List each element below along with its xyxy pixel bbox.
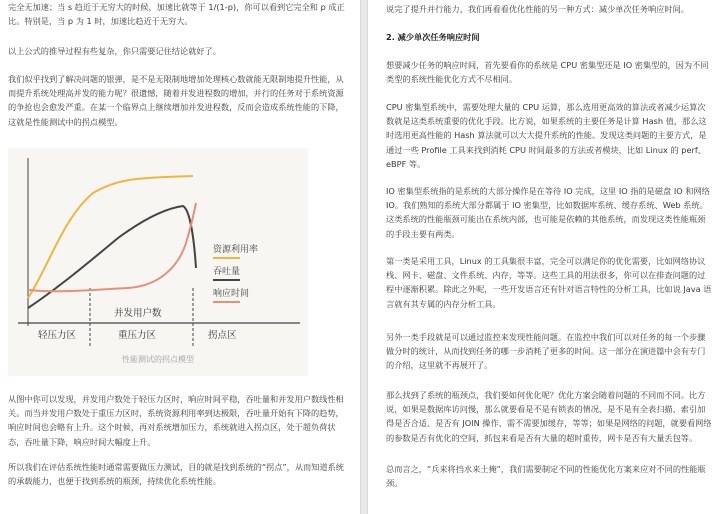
zone-label-inflection: 拐点区	[208, 330, 237, 341]
paragraph: 我们似乎找到了解决问题的银弹，是不是无限制地增加处理核心数就能无限制地提升性能，从而提升系统处理高并发的能力呢？很遗憾，随着并发进程数的增加，并行的任务对于系统资源的争抢也会愈发严重。在某一个临界点上继续增加并发进程数，反而会造成系统性能的下降，这就是性能测试中的拐点模型。	[8, 74, 344, 127]
right-column	[368, 0, 720, 514]
paragraph: 想要减少任务的响应时间，首先要看你的系统是 CPU 密集型还是 IO 密集型的，因为不同类型的系统性能优化方式不尽相同。	[386, 60, 709, 85]
paragraph: 那么找到了系统的瓶颈点，我们要如何优化呢？优化方案会随着问题的不同而不同。比方说，如果是数据库访问慢，那么就要看是不是有锁表的情况、是不是有全表扫描、索引加得是否合适、是否有 JOIN 操作、需不需要加缓存，等等；如果是网络的问题，就要看网络的参数是否有优化的空间，抓包来看是否有大量的超时重传，网卡是否有大量丢包等。	[386, 390, 712, 443]
throughput-line	[28, 206, 196, 308]
paragraph: 完全无加速；当 s 趋近于无穷大的时候，加速比就等于 1/(1-p)，你可以看到它完全和 p 成正比。特别是，当 p 为 1 时，加速比趋近于无穷大。	[8, 2, 345, 27]
legend-label: 响应时间	[213, 289, 250, 299]
zone-label-heavy: 重压力区	[118, 330, 157, 341]
paragraph: CPU 密集型系统中，需要处理大量的 CPU 运算，那么选用更高效的算法或者减少运算次数就是这类系统重要的优化手段。比方说，如果系统的主要任务是计算 Hash 值，那么这时选用更高性能的 Hash 算法就可以大大提升系统的性能。发现这类问题的主要方式，是通过一些 Profile 工具来找到消耗 CPU 时间最多的方法或者模块，比如 Linux 的 perf、eBPF 等。	[386, 102, 707, 169]
column-divider	[360, 0, 368, 514]
paragraph: IO 密集型系统指的是系统的大部分操作是在等待 IO 完成，这里 IO 指的是磁盘 IO 和网络 IO。我们熟知的系统大部分都属于 IO 密集型，比如数据库系统、缓存系统、Web 系统。这类系统的性能瓶颈可能出在系统内部，也可能是依赖的其他系统，而发现这类性能瓶颈的手段主要有两类。	[386, 186, 710, 239]
legend-label: 资源利用率	[213, 245, 259, 255]
chart-legend	[213, 243, 258, 302]
paragraph: 说完了提升并行能力，我们再看看优化性能的另一种方式：减少单次任务响应时间。	[386, 4, 689, 14]
zone-label-light: 轻压力区	[38, 330, 77, 341]
paragraph: 从图中你可以发现，并发用户数处于轻压力区时，响应时间平稳，吞吐量和并发用户数线性相关。而当并发用户数处于重压力区时，系统资源利用率到达极限，吞吐量开始有下降的趋势，响应时间也会略有上升。这个时候，再对系统增加压力，系统就进入拐点区，处于超负荷状态，吞吐量下降，响应时间大幅度上升。	[8, 394, 344, 447]
inflection-point-figure	[8, 148, 308, 376]
paragraph: 所以我们在评估系统性能时通常需要做压力测试，目的就是找到系统的“拐点”，从而知道系统的承载能力，也便于找到系统的瓶颈，持续优化系统性能。	[8, 462, 344, 487]
response-time-line	[28, 203, 196, 291]
paragraph: 另外一类手段就是可以通过监控来发现性能问题。在监控中我们可以对任务的每一个步骤做分时的统计，从而找到任务的哪一步消耗了更多的时间。这一部分在演进篇中会有专门的介绍，这里就不再展开了。	[386, 332, 706, 371]
figure-caption: 性能测试的拐点模型	[122, 355, 194, 364]
paragraph: 第一类是采用工具，Linux 的工具集很丰富，完全可以满足你的优化需要，比如网络协议栈、网卡、磁盘、文件系统、内存，等等。这些工具的用法很多，你可以在排查问题的过程中逐渐积累。除此之外呢，一些开发语言还有针对语言特性的分析工具，比如说 Java 语言就有其专属的内存分析工具。	[386, 256, 712, 309]
performance-chart	[8, 148, 308, 376]
resource-utilization-line	[28, 176, 193, 298]
paragraph: 以上公式的推导过程有些复杂，你只需要记住结论就好了。	[8, 46, 221, 56]
paragraph: 总而言之，“兵来将挡水来土掩”，我们需要制定不同的性能优化方案来应对不同的性能瓶颈。	[386, 464, 706, 489]
left-column	[0, 0, 356, 514]
section-heading: 2. 减少单次任务响应时间	[386, 32, 480, 42]
legend-label: 吞吐量	[213, 267, 241, 277]
zone-label-top: 并发用户数	[114, 308, 162, 319]
